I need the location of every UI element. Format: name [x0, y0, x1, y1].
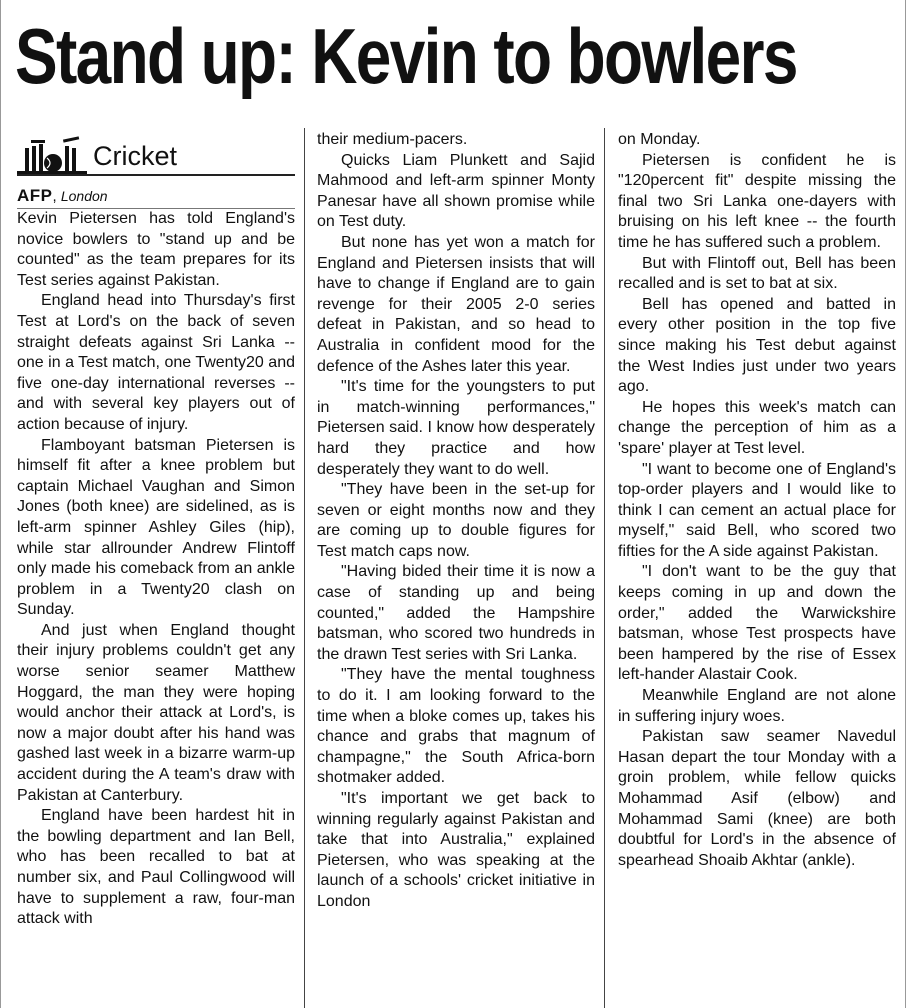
paragraph: "It's important we get back to winning regularly against Pakistan and take that into Australia," explained Pietersen, who was speaking at the launch of a schools' cricket initiative in London	[317, 790, 595, 910]
paragraph: Flamboyant batsman Pietersen is himself fit after a knee problem but captain Michael Vaughan and Simon Jones (both knee) are sidelined, as is left-arm spinner Ashley Giles (hip), while star allrounder Andrew Flintoff only made his comeback from an ankle problem in a Twenty20 clash on Sunday.	[17, 436, 295, 619]
paragraph: But with Flintoff out, Bell has been recalled and is set to bat at six.	[618, 254, 896, 293]
paragraph: England have been hardest hit in the bowling department and Ian Bell, who has been recalled to bat at number six, and Paul Collingwood will have to supplement a raw, four-man attack with	[17, 807, 295, 928]
column-rule	[604, 128, 605, 1008]
paragraph: "It's time for the youngsters to put in match-winning performances," Pietersen said. I know how desperately hard they practice and how desperately they want to do well.	[317, 378, 595, 478]
paragraph: "They have the mental toughness to do it. I am looking forward to the time when a bloke comes up, takes his chance and grabs that magnum of champagne," the South Africa-born shotmaker added.	[317, 666, 595, 787]
paragraph: "I don't want to be the guy that keeps coming in up and down the order," added the Warwickshire batsman, whose Test prospects have been hampered by the rise of Essex left-hander Alastair Cook.	[618, 563, 896, 684]
section-label	[17, 130, 295, 176]
paragraph: Meanwhile England are not alone in suffering injury woes.	[618, 687, 896, 725]
article-column-3	[618, 130, 896, 871]
cricket-wickets-ball-icon	[17, 136, 87, 174]
headline: Stand up: Kevin to bowlers	[15, 12, 797, 100]
article-column-2	[317, 130, 595, 913]
paragraph: "Having bided their time it is now a case of standing up and being counted," added the Hampshire batsman, who scored two hundreds in the drawn Test series with Sri Lanka.	[317, 563, 595, 663]
paragraph: Bell has opened and batted in every other position in the top five since making his Test debut against the West Indies just under two years ago.	[618, 295, 896, 396]
byline-agency: AFP	[17, 186, 53, 205]
paragraph: on Monday.	[618, 131, 701, 148]
paragraph: "They have been in the set-up for seven or eight months now and they are coming up to double figures for Test match caps now.	[317, 481, 595, 560]
paragraph: Pakistan saw seamer Navedul Hasan depart the tour Monday with a groin problem, while fellow quicks Mohammad Asif (elbow) and Mohammad Sami (knee) are both doubtful for Lord's in the absence of spearhead Shoaib Akhtar (ankle).	[618, 728, 896, 869]
paragraph: And just when England thought their injury problems couldn't get any worse senior seamer Matthew Hoggard, the man they were hoping would anchor their attack at Lord's, is now a major doubt after his hand was gashed last week in a bizarre warm-up accident during the A team's draw with Pakistan at Canterbury.	[17, 621, 295, 804]
paragraph: Pietersen is confident he is "120percent fit" despite missing the final two Sri Lanka one-dayers with bruising on his left knee -- the fourth time he has suffered such a problem.	[618, 151, 896, 251]
section-title: Cricket	[93, 141, 178, 171]
column-rule	[304, 128, 305, 1008]
byline	[17, 186, 295, 209]
paragraph: England head into Thursday's first Test at Lord's on the back of seven straight defeats against Sri Lanka -- one in a Test match, one Twenty20 and five one-day international reverses -- and with several key players out of action because of injury.	[17, 292, 295, 433]
paragraph: Kevin Pietersen has told England's novice bowlers to "stand up and be counted" as the team prepares for its Test series against Pakistan.	[17, 210, 295, 289]
paragraph: their medium-pacers.	[317, 131, 468, 148]
byline-place: London	[60, 188, 108, 204]
paragraph: But none has yet won a match for England and Pietersen insists that will have to change if England are to gain revenge for their 2005 2-0 series defeat in Pakistan, and so head to Australia in confident mood for the defence of the Ashes later this year.	[317, 233, 595, 375]
paragraph: He hopes this week's match can change the perception of him as a 'spare' player at Test level.	[618, 398, 896, 457]
paragraph: Quicks Liam Plunkett and Sajid Mahmood and left-arm spinner Monty Panesar have all shown promise while on Test duty.	[317, 151, 595, 231]
byline-separator: ,	[52, 188, 57, 205]
article-column-1	[17, 130, 295, 930]
paragraph: "I want to become one of England's top-order players and I would like to think I can cement an actual place for myself," said Bell, who scored two fifties for the A side against Pakistan.	[618, 460, 896, 560]
